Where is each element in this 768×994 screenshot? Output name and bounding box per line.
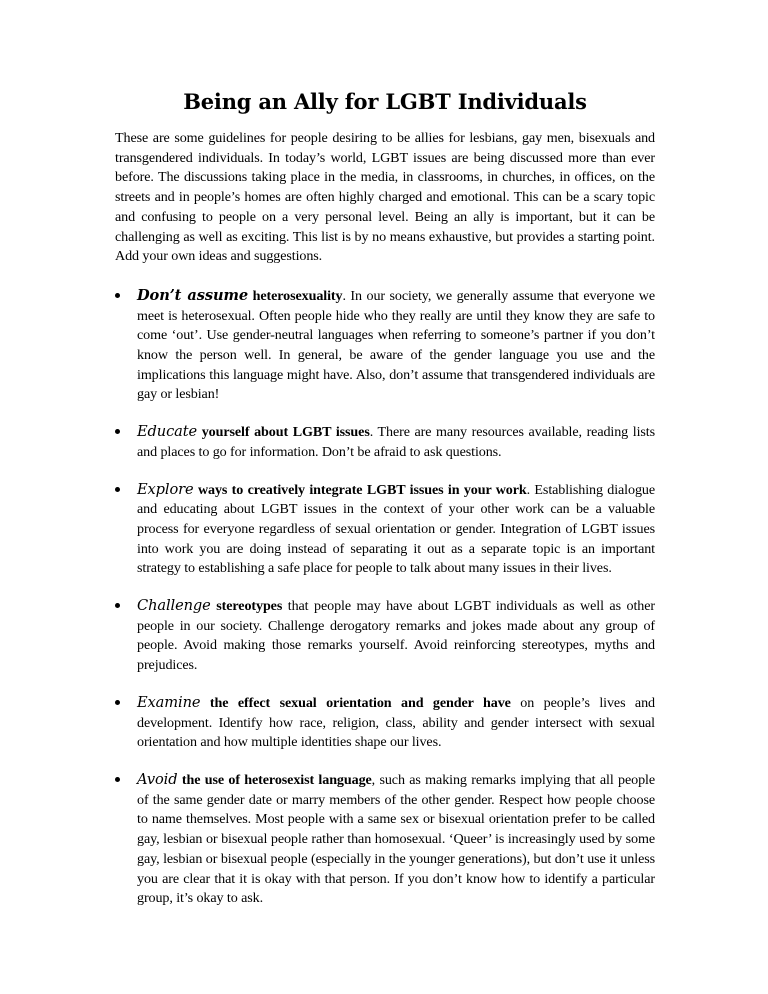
item-keyword: Explore — [137, 480, 194, 498]
list-item — [115, 480, 655, 580]
item-bold-phrase: ways to creatively integrate LGBT issues in your work — [193, 481, 527, 498]
item-text: . Establishing dialogue and educating about LGBT issues in the context of your other work can be a valuable process for everyone regardless of sexual orientation or gender. Integration of LGBT issues into work you are doing instead of separating it out as a separate topic is an important strategy to establishing a safe place for people to talk about many issues in their lives. — [137, 481, 655, 577]
bullet-icon — [115, 777, 120, 782]
item-text: that people may have about LGBT individuals as well as other people in our society. Challenge derogatory remarks and jokes made about any group of people. Avoid making those remarks yourself. Avoid reinforcing stereotypes, myths and prejudices. — [137, 598, 655, 674]
bullet-icon — [115, 429, 120, 434]
item-keyword: Examine — [137, 693, 201, 711]
bullet-icon — [115, 700, 120, 705]
item-bold-phrase: heterosexuality — [248, 287, 343, 304]
document-page — [115, 88, 655, 926]
item-keyword: Don’t assume — [137, 286, 249, 304]
item-bold-phrase: stereotypes — [210, 598, 283, 615]
item-keyword: Challenge — [137, 597, 211, 615]
list-item — [115, 422, 655, 462]
list-item — [115, 693, 655, 753]
bullet-icon — [115, 603, 120, 608]
item-text: . In our society, we generally assume that everyone we meet is heterosexual. Often people hide who they really are until they know they are safe to come ‘out’. Use gender-neutral languages when referring to someone’s partner if you don’t know the person well. In general, be aware of the gender language you use and the implications this language might have. Also, don’t assume that transgendered individuals are gay or lesbian! — [137, 287, 656, 403]
intro-paragraph: These are some guidelines for people desiring to be allies for lesbians, gay men, bisexuals and transgendered individuals. In today’s world, LGBT issues are being discussed more than ever before. The discussions taking place in the media, in classrooms, in churches, in offices, on the streets and in people’s homes are often highly charged and emotional. This can be a scary topic and confusing to people on a very personal level. Being an ally is important, but it can be challenging as well as exciting. This list is by no means exhaustive, but provides a starting point. Add your own ideas and suggestions. — [115, 130, 655, 265]
list-item — [115, 286, 655, 405]
item-keyword: Educate — [137, 423, 198, 441]
item-bold-phrase: the effect sexual orientation and gender have — [200, 694, 511, 711]
item-bold-phrase: yourself about LGBT issues — [197, 424, 370, 441]
list-item — [115, 596, 655, 676]
bullet-icon — [115, 293, 120, 298]
document-title: Being an Ally for LGBT Individuals — [183, 89, 587, 114]
bullet-icon — [115, 487, 120, 492]
guidelines-list — [115, 286, 655, 909]
list-item — [115, 770, 655, 909]
item-text: on people’s lives and development. Identify how race, religion, class, ability and gender intersect with sexual orientation and how multiple identities shape our lives. — [137, 694, 655, 751]
item-text: , such as making remarks implying that all people of the same gender date or marry members of the other gender. Respect how people choose to name themselves. Most people with a same sex or bisexual orientation prefer to be called gay, lesbian or bisexual people rather than homosexual. ‘Queer’ is increasingly used by some gay, lesbian or bisexual people (especially in the younger generations), but don’t use it unless you are clear that it is okay with that person. If you don’t know how to identify a particular group, it’s okay to ask. — [137, 771, 655, 907]
item-bold-phrase: the use of heterosexist language — [177, 771, 372, 788]
item-text: . There are many resources available, reading lists and places to go for information. Don’t be afraid to ask questions. — [137, 424, 655, 460]
item-keyword: Avoid — [137, 770, 178, 788]
